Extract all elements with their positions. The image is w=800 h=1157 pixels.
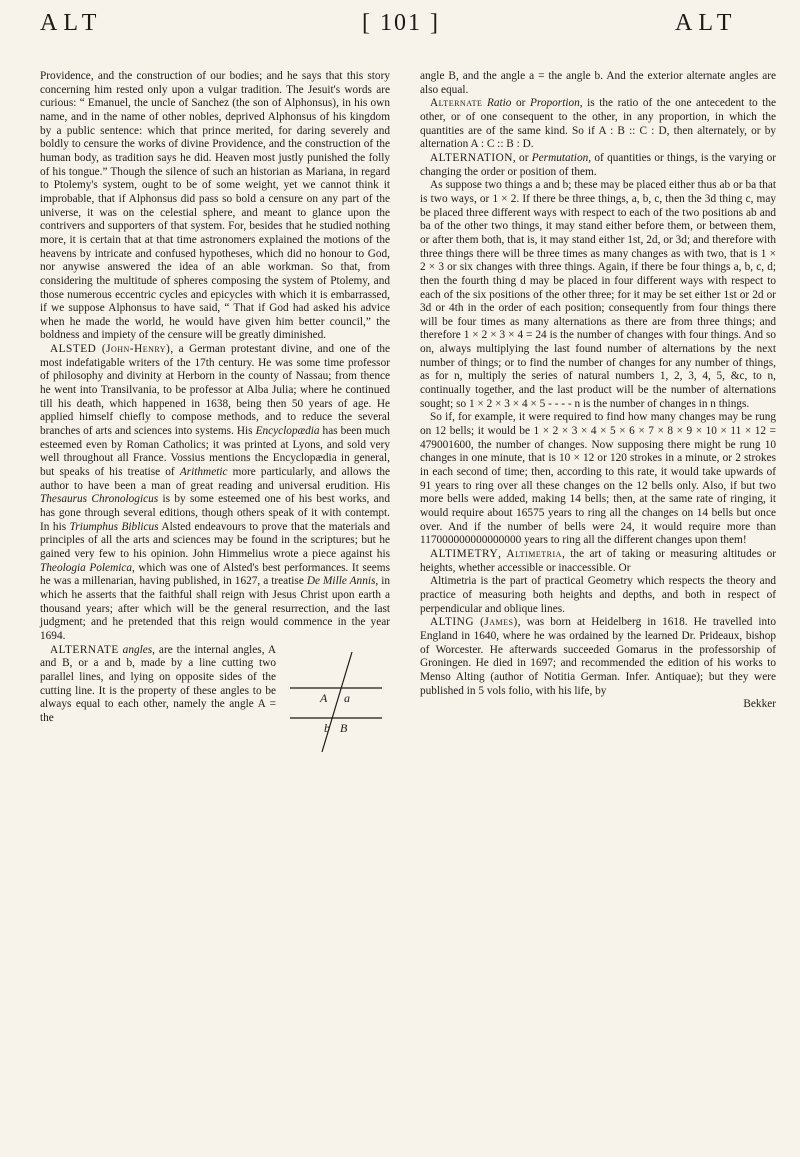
figure-label-B: B	[340, 720, 348, 735]
paragraph-alphonsus-continued: Providence, and the construction of our bodies; and he says that this story concerning him rested only upon a vulgar tradition. The Jesuit's words are curious: “ Emanuel, the uncle of Sanchez (the son of Alphonsus), in his own name, and in the name of other nobles, deprived Alphonsus of his kingdom by a public sentence: which that prince merited, for daring severely and boldly to censure the works of divine Providence, and the construction of the human body, as tradition says he did. Heaven most justly punished the folly of his tongue.” Though the silence of such an historian as Mariana, in regard to Ptolemy's system, ought to be of some weight, yet we cannot think it improbable, that if Alphonsus did pass so bold a censure on any part of the universe, it was on the celestial sphere, and meant to glance upon the contrivers and supporters of that system. For, besides that he studied nothing more, it is certain that at that time astronomers explained the motions of the heavens by intricate and confused hypotheses, which did no honour to God, nor anywise answered the idea of an able workman. So that, from considering the multitude of spheres composing the system of Ptolemy, and those numerous eccentric cycles and epicycles with which it is embarrassed, if we suppose Alphonsus to have said, “ That if God had asked his advice when he made the world, he would have given him better council,” the boldness and impiety of the censure will be greatly diminished.	[40, 70, 390, 342]
right-column	[420, 70, 776, 712]
header-right-word: ALT	[675, 10, 738, 36]
entry-alternate-angles: ALTERNATE angles, are the internal angles, A and B, or a and b, made by a line cutting two parallel lines, and lying on opposite sides of the cutting line. It is the property of these angles to be always equal to each other, namely the angle A = the	[40, 643, 276, 724]
entry-headword: ALTERNATION	[430, 151, 513, 164]
catchword: Bekker	[743, 698, 776, 711]
entry-altimetry: ALTIMETRY, Altimetria, the art of taking or measuring altitudes or heights, whether accessible or inaccessible. Or	[420, 547, 776, 574]
entry-headword: Alternate	[430, 97, 483, 110]
left-column	[40, 70, 390, 756]
entry-headword: ALTING	[430, 616, 475, 629]
work-title: Thesaurus Chronologicus	[40, 493, 159, 506]
figure-label-a: a	[344, 690, 350, 705]
entry-headword: ALSTED	[50, 343, 97, 356]
paragraph-angles-continued: angle B, and the angle a = the angle b. And the exterior alternate angles are also equal.	[420, 70, 776, 96]
entry-alternate-ratio: Alternate Ratio or Proportion, is the ratio of the one antecedent to the other, or of one consequent to the other, in any proportion, in which the quantities are of the same kind. So if A : B :: C : D, then alternately, or by alternation A : C :: B : D.	[420, 97, 777, 151]
entry-forename: (John-Henry)	[101, 343, 171, 356]
entry-alternation: ALTERNATION, or Permutation, of quantities or things, is the varying or changing the order or position of them.	[420, 151, 776, 178]
running-header	[0, 6, 800, 42]
paragraph-bells-example: So if, for example, it were required to find how many changes may be rung on 12 bells; it would be 1 × 2 × 3 × 4 × 5 × 6 × 7 × 8 × 9 × 10 × 11 × 12 = 479001600, the number of changes. Now supposing there might be rung 10 changes in one minute, that is 10 × 12 or 120 strokes in a minute, or 2 strokes in each second of time; then, according to this rate, it would take upwards of 91 years to ring over all these changes on the 12 bells only. Also, if but two more bells were added, making 14 bells; then, at the same rate of ringing, it would require about 16575 years to ring all the changes on 14 bells but once over. And if the number of bells were 24, it would require more than 117000000000000000 years to ring all the different changes upon them!	[420, 411, 776, 547]
work-title: Encyclopædia	[255, 425, 320, 438]
paragraph-altimetria: Altimetria is the part of practical Geometry which respects the theory and practice of measuring both heights and depths, and both in respect of perpendicular and oblique lines.	[420, 575, 776, 615]
work-title: Theologia Polemica	[40, 561, 133, 574]
work-title: De Mille Annis	[306, 575, 376, 588]
figure-label-A: A	[320, 690, 328, 705]
alternate-angles-figure	[282, 648, 390, 756]
header-left-word: ALT	[40, 10, 103, 36]
entry-alting: ALTING (James), was born at Heidelberg in 1618. He travelled into England in 1640, where he was ordained by the learned Dr. Prideaux, bishop of Worcester. He afterwards succeeded Gomarus in the professorship of Groningen. He died in 1697; and recommended the edition of his works to Menso Alting (author of Notitia German. Infer. Antiquae); but they were published in 5 vols folio, with his life, by	[420, 616, 776, 697]
work-title: Arithmetic	[179, 466, 228, 479]
entry-headword: ALTIMETRY	[430, 547, 499, 560]
entry-headword: ALTERNATE	[50, 643, 119, 656]
work-title: Triumphus Biblicus	[69, 520, 159, 533]
entry-alsted: ALSTED (John-Henry), a German protestant divine, and one of the most indefatigable writers of the 17th century. He was some time professor of philosophy and divinity at Herborn in the county of Nassau; from thence he went into Transilvania, to be professor at Alba Julia; where he continued till his death, which happened in 1638, being then 50 years of age. He applied himself chiefly to compose methods, and to reduce the several branches of arts and sciences into systems. His Encyclopædia has been much esteemed even by Roman Catholics; it was printed at Lyons, and sold very well throughout all France. Vossius mentions the Encyclopædia in general, but speaks of his treatise of Arithmetic more particularly, and allows the author to have been a man of great reading and universal erudition. His Thesaurus Chronologicus is by some esteemed one of his best works, and has gone through several editions, though others speak of it with contempt. In his Triumphus Biblicus Alsted endeavours to prove that the materials and principles of all the arts and sciences may be found in the scriptures; but he gained very few to his opinion. John Himmelius wrote a piece against his Theologia Polemica, which was one of Alsted's best performances. It seems he was a millenarian, having published, in 1627, a treatise De Mille Annis, in which he asserts that the faithful shall reign with Jesus Christ upon earth a thousand years; after which will be the general resurrection, and the last judgment; and he pretended that this reign would commence in the year 1694.	[40, 343, 391, 642]
paragraph-permutation-example: As suppose two things a and b; these may be placed either thus ab or ba that is two ways, or 1 × 2. If there be three things, a, b, c, then the 3d thing c, may be placed three different ways with respect to each of the two positions ab and ba of the other two things, it may stand either before them, or between them, or after them both, that is, it may stand either 1st, 2d, or 3d; and therefore with three things there will be three times as many changes as with two, that is 1 × 2 × 3 or six changes with three things. Again, if there be four things a, b, c, d; then the fourth thing d may be placed in four different ways with respect to each of the six positions of the other three; for it may be set either 1st or 2d or 3d or 4th in the order of each position; consequently from four things there will be four times as many alternations as there are from three things; and therefore 1 × 2 × 3 × 4 = 24 is the number of changes with four things. And so on, always multiplying the last found number of alternations by the next number of things; or to find the number of changes for any number of things, as for n, multiply the series of natural numbers 1, 2, 3, 4, 5, &c, to n, continually together, and the last product will be the number of alternations sought; so 1 × 2 × 3 × 4 × 5 - - - - n is the number of changes in n things.	[420, 179, 776, 410]
page-number: [ 101 ]	[362, 10, 440, 36]
figure-label-b: b	[324, 720, 330, 735]
